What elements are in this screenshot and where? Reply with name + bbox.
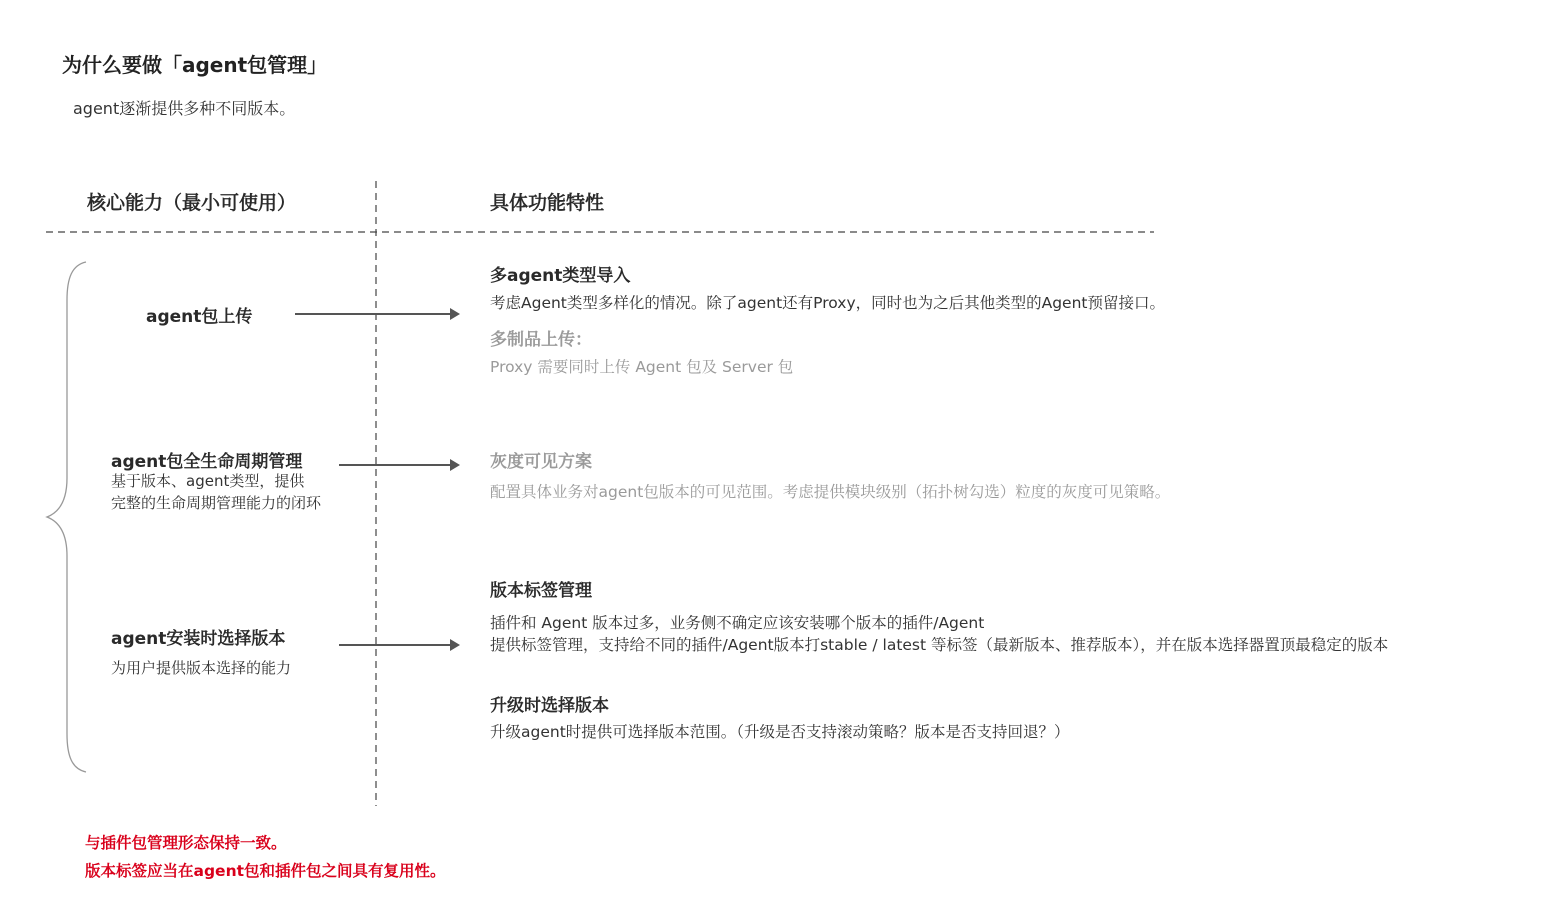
feature-upgrade-version-desc: 升级agent时提供可选择版本范围。（升级是否支持滚动策略？版本是否支持回退？） — [490, 723, 1070, 741]
feature-version-tag-title: 版本标签管理 — [490, 581, 592, 601]
feature-multi-type-title: 多agent类型导入 — [490, 266, 631, 286]
feature-version-tag-desc-1: 插件和 Agent 版本过多，业务侧不确定应该安装哪个版本的插件/Agent — [490, 614, 985, 632]
page-title: 为什么要做「agent包管理」 — [62, 53, 328, 77]
arrow-upload — [295, 308, 460, 320]
feature-gray-visibility-desc: 配置具体业务对agent包版本的可见范围。考虑提供模块级别（拓扑树勾选）粒度的灰度可见策略。 — [490, 483, 1171, 501]
feature-gray-visibility-title: 灰度可见方案 — [490, 452, 592, 472]
core-column-header: 核心能力（最小可使用） — [87, 192, 297, 214]
arrow-install — [339, 639, 460, 651]
feature-multi-artifact-desc: Proxy 需要同时上传 Agent 包及 Server 包 — [490, 358, 794, 376]
core-item-install-version-desc: 为用户提供版本选择的能力 — [111, 659, 292, 677]
core-item-install-version: agent安装时选择版本 — [111, 629, 286, 649]
feature-version-tag-desc-2: 提供标签管理，支持给不同的插件/Agent版本打stable / latest 等标签（最新版本、推荐版本），并在版本选择器置顶最稳定的版本 — [490, 636, 1389, 654]
core-item-lifecycle-desc-1: 基于版本、agent类型，提供 — [111, 472, 305, 490]
arrow-lifecycle — [339, 459, 460, 471]
feature-multi-type-desc: 考虑Agent类型多样化的情况。除了agent还有Proxy，同时也为之后其他类型的Agent预留接口。 — [490, 294, 1165, 312]
page-subtitle: agent逐渐提供多种不同版本。 — [73, 99, 296, 118]
core-item-lifecycle-desc-2: 完整的生命周期管理能力的闭环 — [111, 494, 322, 512]
core-item-lifecycle: agent包全生命周期管理 — [111, 452, 303, 472]
features-column-header: 具体功能特性 — [490, 192, 605, 214]
note-consistency: 与插件包管理形态保持一致。 — [85, 834, 287, 852]
core-item-upload: agent包上传 — [146, 307, 253, 327]
feature-upgrade-version-title: 升级时选择版本 — [490, 696, 609, 716]
note-tag-reuse: 版本标签应当在agent包和插件包之间具有复用性。 — [85, 862, 446, 880]
feature-multi-artifact-title: 多制品上传： — [490, 330, 592, 350]
left-brace — [47, 262, 86, 772]
